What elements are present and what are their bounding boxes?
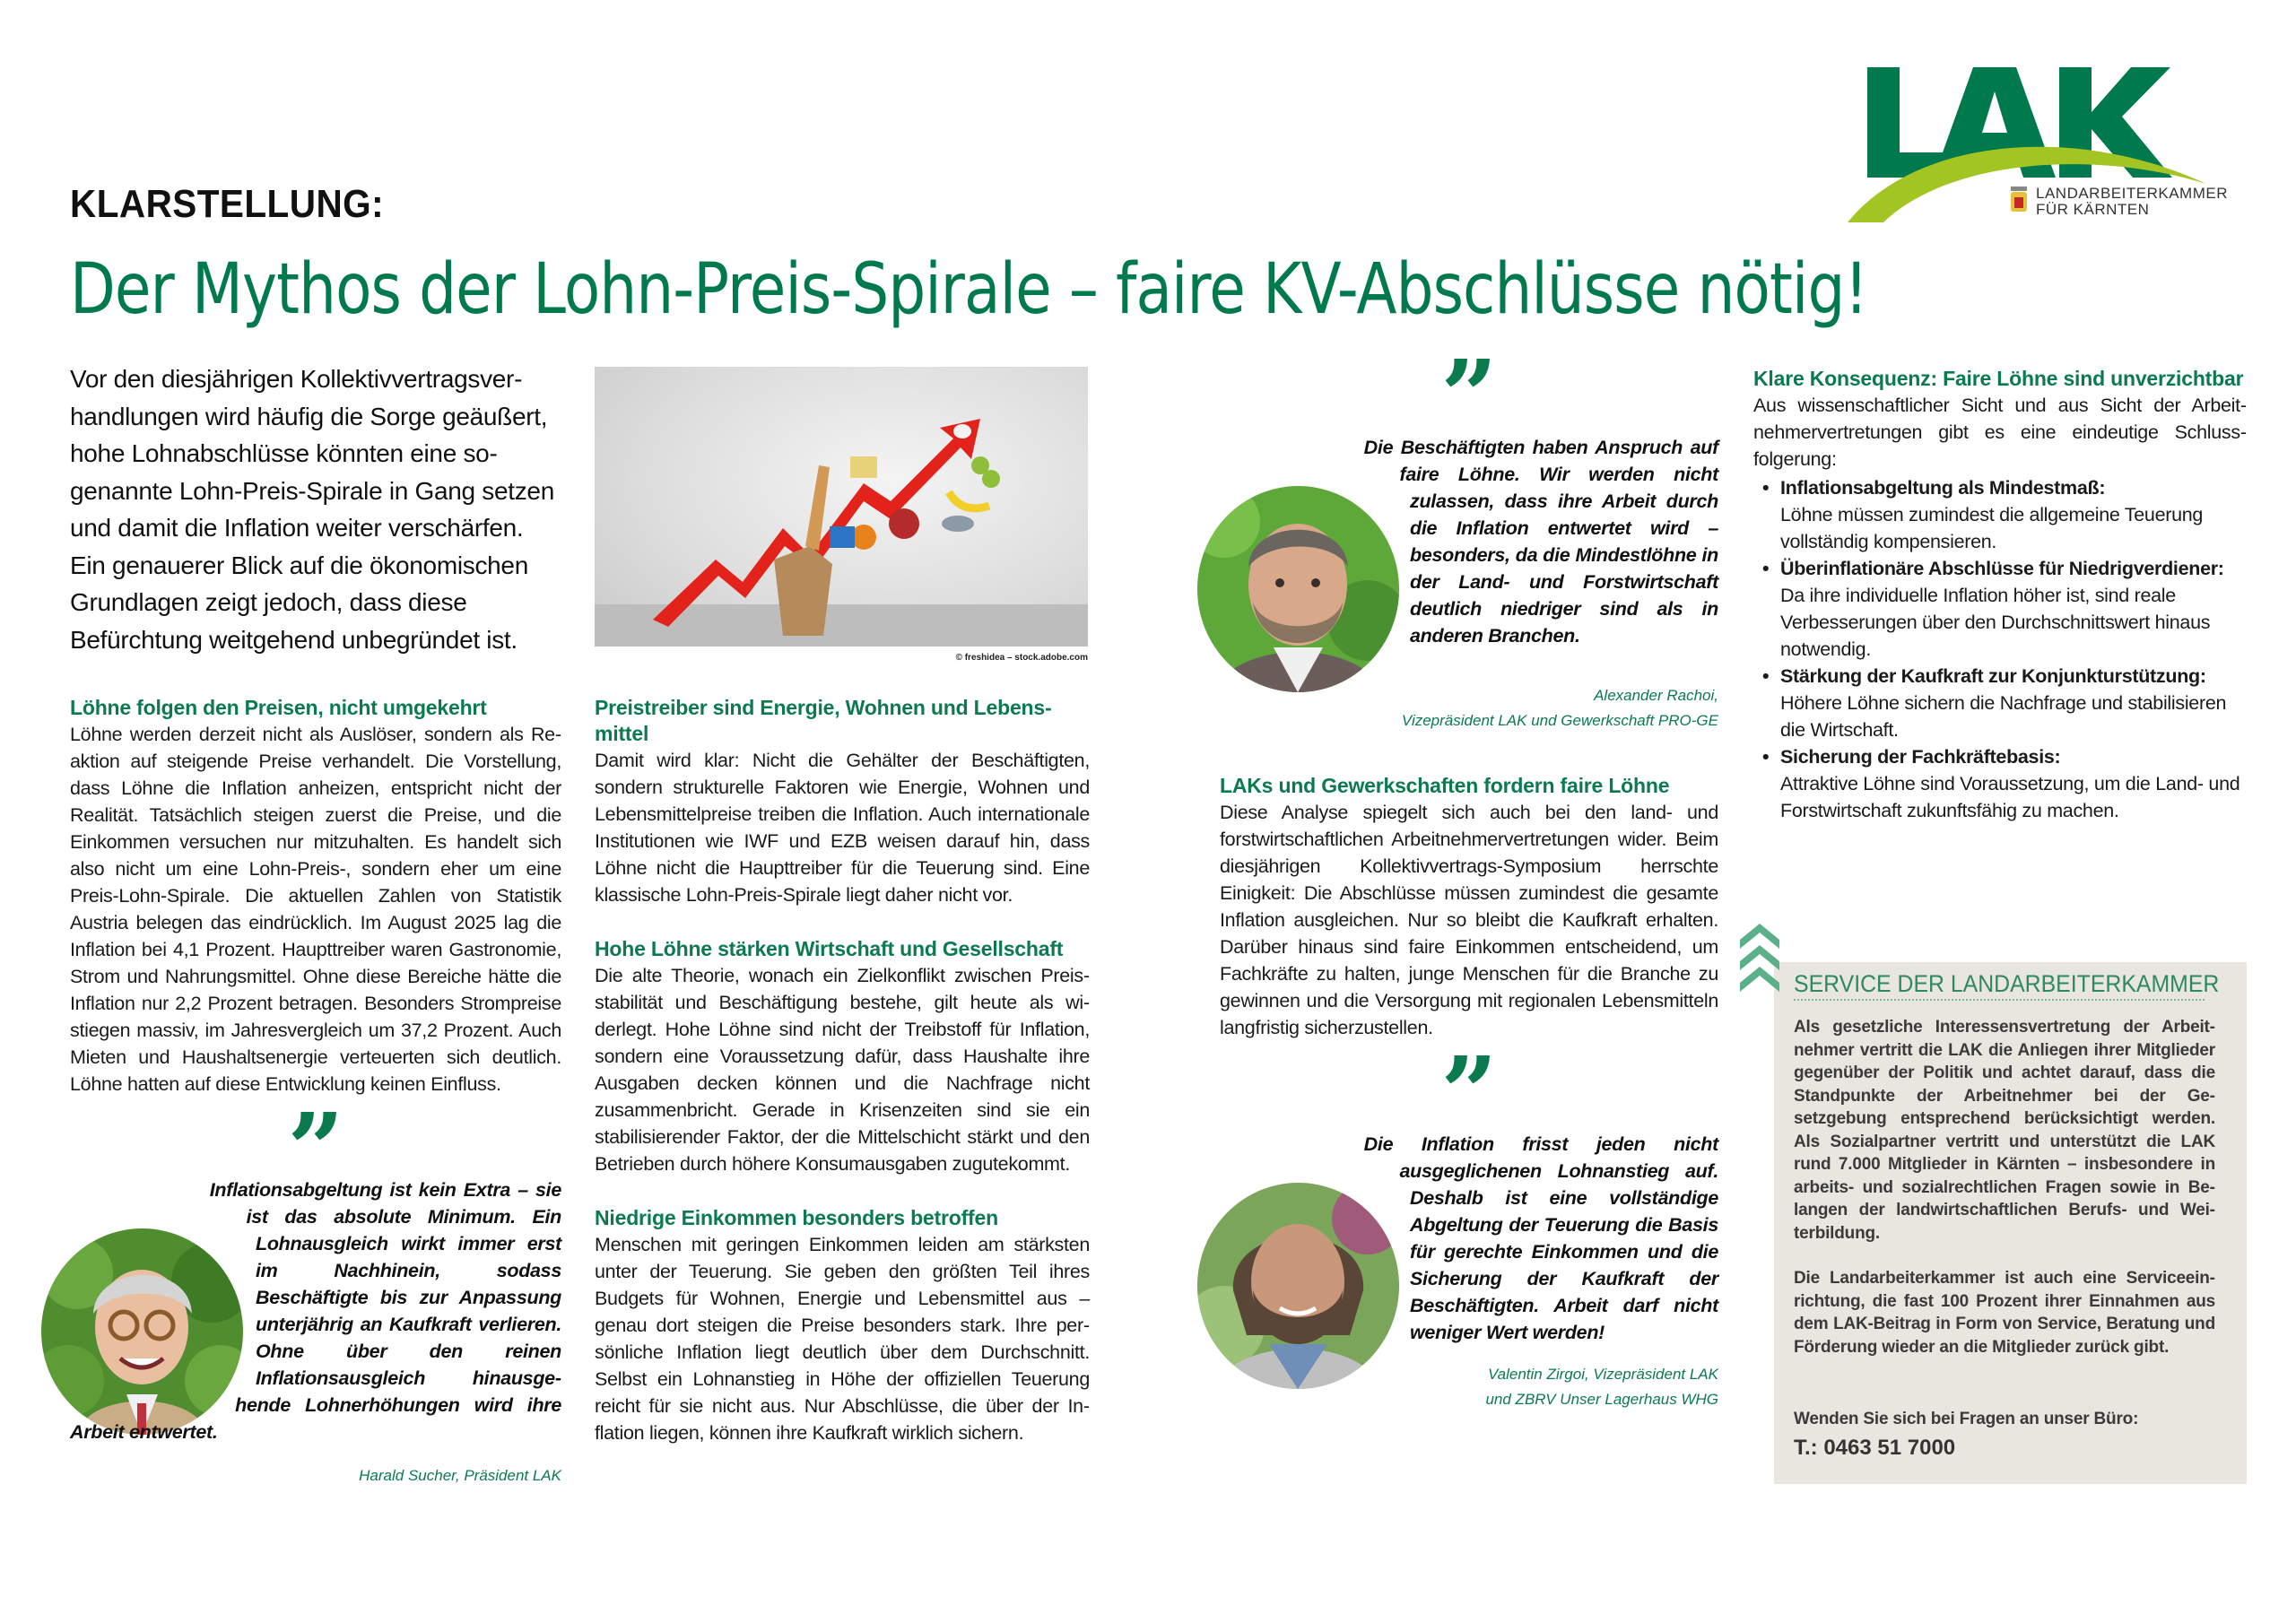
portrait-harald-sucher (41, 1228, 243, 1435)
quote-block (1220, 1131, 1718, 1412)
section-heading: Löhne folgen den Preisen, nicht umgekehrt (70, 696, 487, 719)
logo-line1: LANDARBEITERKAMMER (2036, 185, 2228, 202)
section-heading: Niedrige Einkommen besonders betroffen (595, 1206, 998, 1229)
service-paragraph: Als gesetzliche Interessensvertretung der Arbeitnehmer vertritt die LAK die Anliegen ihrer Mitglieder gegenüber der Politik und achtet darauf, dass die Standpunkte der Arbeitnehmer bei der Gesetzgebung entsprechend berücksichtigt werden. Als Sozialpartner vertritt und unterstützt die LAK rund 7.000 Mitglieder in Kärnten – insbesondere in arbeits- und sozialrechtlichen Fragen sowie in Belangen der landwirtschaftlichen Berufs- und Weiterbildung. (1794, 1018, 2215, 1243)
lak-logo (1848, 63, 2251, 233)
list-item-title: • Inflationsabgeltung als Mindestmaß: (1780, 477, 2106, 499)
quote-text: Inflationsabgeltung ist kein Extra – sie ist das absolute Minimum. Ein Lohnausgleich wirkt immer erst im Nachhinein, sodass Beschäftigte bis zur Anpassung unterjährig an Kaufkraft verlieren. Ohne über den reinen Inflationsausgleich hinausgehende Lohnerhöhungen wird ihre Arbeit entwertet. (70, 1179, 561, 1443)
kicker: KLARSTELLUNG: (70, 182, 385, 226)
service-contact-prompt: Wenden Sie sich bei Fragen an unser Büro: (1794, 1410, 2139, 1428)
section-body: Diese Analyse spiegelt sich auch bei den land- und forstwirtschaftlichen Arbeitnehmervertretungen wider. Beim diesjährigen Kollektivvertrags-Symposium herrschte Einigkeit: Die Abschlüsse müssen zumindest die gesamte Inflation ausgleichen. Nur so bleibt die Kaufkraft erhalten. Darüber hinaus sind faire Einkommen entscheidend, um Fachkräfte zu halten, junge Menschen für die Branche zu gewinnen und die Versorgung mit regionalen Lebensmitteln langfristig sicherzustellen. (1220, 802, 1718, 1038)
list-item (1753, 743, 2247, 824)
lead-paragraph: Vor den diesjährigen Kollektivvertragsverhandlungen wird häufig die Sorge geäußert, hohe Lohnabschlüsse könnten eine sogenannte Lohn-Preis-Spirale in Gang setzen und damit die Inflation weiter verschärfen. Ein genauerer Blick auf die ökonomischen Grundlagen zeigt jedoch, dass diese Befürchtung weitgehend unbegründet ist. (70, 365, 554, 654)
conclusion-list (1753, 474, 2247, 824)
column-4 (1753, 366, 2247, 824)
column-1 (70, 359, 561, 1488)
quote-mark-icon: ” (1440, 338, 1498, 454)
quote-mark-icon: ” (1440, 1035, 1498, 1150)
list-item-title: • Stärkung der Kaufkraft zur Konjunkturstützung: (1780, 665, 2206, 687)
list-item (1753, 555, 2247, 663)
quote-block (70, 1176, 561, 1488)
quote-mark-icon: ” (287, 1091, 344, 1207)
portrait-valentin-zirgoi (1197, 1183, 1399, 1389)
logo-line2: FÜR KÄRNTEN (2036, 201, 2150, 218)
service-phone[interactable]: T.: 0463 51 7000 (1794, 1436, 1956, 1460)
service-divider (1794, 999, 2205, 1001)
image-credit: © freshidea – stock.adobe.com (955, 653, 1088, 663)
section-body: Damit wird klar: Nicht die Gehälter der Beschäftigten, sondern strukturelle Faktoren wie Energie, Wohnen und Lebensmittelpreise treiben die Inflation. Auch internationale Institutionen wie IWF und EZB weisen darauf hin, dass Löhne nicht die Haupttreiber für die Teuerung sind. Eine klassische Lohn-Preis-Spirale liegt daher nicht vor. (595, 750, 1090, 906)
section-intro: Aus wissenschaftlicher Sicht und aus Sicht der Arbeitnehmervertretungen gibt es eine eindeutige Schlussfolgerung: (1753, 395, 2247, 470)
page-title: Der Mythos der Lohn-Preis-Spirale – faire KV-Abschlüsse nötig! (70, 249, 1868, 330)
section-heading: Preistreiber sind Energie, Wohnen und Lebensmittel (595, 696, 1052, 745)
section-heading: Klare Konsequenz: Faire Löhne sind unverzichtbar (1753, 367, 2244, 390)
list-item (1753, 474, 2247, 555)
list-item-text: Höhere Löhne sichern die Nachfrage und stabilisieren die Wirtschaft. (1780, 692, 2227, 741)
chevron-up-icon (1740, 924, 1785, 995)
section-heading: Hohe Löhne stärken Wirtschaft und Gesellschaft (595, 937, 1064, 960)
list-item-text: Da ihre individuelle Inflation höher ist, sind reale Verbesserungen über den Durchschnittswert hinaus notwendig. (1780, 585, 2211, 660)
column-3 (1220, 338, 1718, 1412)
list-item-text: Attraktive Löhne sind Voraussetzung, um die Land- und Forstwirtschaft zukunftsfähig zu machen. (1780, 773, 2240, 821)
section-body: Löhne werden derzeit nicht als Auslöser, sondern als Reaktion auf steigende Preise verhandelt. Die Vorstellung, dass Löhne die Inflation anheizen, entspricht nicht der Realität. Tatsächlich steigen zuerst die Preise, und die Einkommen versuchen nur mitzuhalten. Es handelt sich also nicht um eine Lohn-Preis-, sondern eher um eine Preis-Lohn-Spirale. Die aktuellen Zahlen von Statistik Austria belegen das eindrücklich. Im August 2025 lag die Inflation bei 4,1 Prozent. Haupttreiber waren Gastronomie, Strom und Nahrungsmittel. Ohne diese Bereiche hätte die Inflation nur 2,2 Prozent betragen. Besonders Strompreise stiegen massiv, im Jahresvergleich um 37,2 Prozent. Auch Mieten und Haushaltsenergie verteuerten sich deutlich. Löhne hatten auf diese Entwicklung keinen Einfluss. (70, 724, 561, 1095)
quote-author-role: und ZBRV Unser Lagerhaus WHG (1485, 1391, 1718, 1408)
column-2 (595, 695, 1090, 1446)
list-item-text: Löhne müssen zumindest die allgemeine Teuerung vollständig kompensieren. (1780, 504, 2204, 552)
quote-block (1220, 434, 1718, 733)
quote-text: Die Inflation frisst jeden nicht ausgeglichenen Lohnanstieg auf. Deshalb ist eine vollständige Abgeltung der Teuerung die Basis für gerechte Einkommen und die Sicherung der Kaufkraft der Beschäftigten. Arbeit darf nicht weniger Wert werden! (1363, 1133, 1718, 1343)
section-body: Menschen mit geringen Einkommen leiden am stärksten unter der Teuerung. Sie geben den größten Teil ihres Budgets für Wohnen, Energie und Lebensmittel aus – genau dort steigen die Preise besonders stark. Ihre persönliche Inflation liegt deutlich über dem Durchschnitt. Selbst ein Lohnanstieg in Höhe der offiziellen Teuerung reicht für sie nicht aus. Nur Abschlüsse, die über der Inflation liegen, können ihre Kaufkraft wirklich sichern. (595, 1234, 1090, 1444)
coat-of-arms-icon (2011, 187, 2027, 212)
quote-author-name: Valentin Zirgoi, Vizepräsident LAK (1487, 1366, 1718, 1383)
portrait-alexander-rachoi (1197, 486, 1399, 692)
list-item (1753, 663, 2247, 743)
list-item-title: • Überinflationäre Abschlüsse für Niedrigverdiener: (1780, 558, 2224, 579)
quote-text: Die Beschäftigten haben Anspruch auf faire Löhne. Wir werden nicht zulassen, dass ihre Arbeit durch die Inflation entwertet wird – besonders, da die Mindestlöhne in der Land- und Forstwirtschaft deutlich niedriger sind als in anderen Branchen. (1363, 437, 1718, 647)
service-title: SERVICE DER LANDARBEITERKAMMER (1794, 970, 2220, 997)
quote-author: Harald Sucher, Präsident LAK (359, 1467, 561, 1484)
list-item-title: • Sicherung der Fachkräftebasis: (1780, 746, 2061, 768)
quote-author-name: Alexander Rachoi, (1594, 687, 1718, 704)
section-heading: LAKs und Gewerkschaften fordern faire Löhne (1220, 774, 1670, 797)
section-body: Die alte Theorie, wonach ein Zielkonflikt zwischen Preisstabilität und Beschäftigung bestehe, gilt heute als widerlegt. Hohe Löhne sind nicht der Treibstoff für Inflation, sondern eine Voraussetzung dafür, dass Haushalte ihre Ausgaben decken können und die Nachfrage nicht zusammenbricht. Gerade in Krisenzeiten sind sie ein stabilisierender Faktor, der die Mittelschicht stärkt und den Betrieben durch höhere Konsumausgaben zugutekommt. (595, 965, 1090, 1175)
service-paragraph: Die Landarbeiterkammer ist auch eine Serviceeinrichtung, die fast 100 Prozent ihrer Einnahmen aus dem LAK-Beitrag in Form von Service, Beratung und Förderung wieder an die Mitglieder zurück gibt. (1794, 1269, 2215, 1357)
hero-image-price-arrow (595, 367, 1088, 647)
quote-author-role: Vizepräsident LAK und Gewerkschaft PRO-GE (1401, 712, 1718, 729)
